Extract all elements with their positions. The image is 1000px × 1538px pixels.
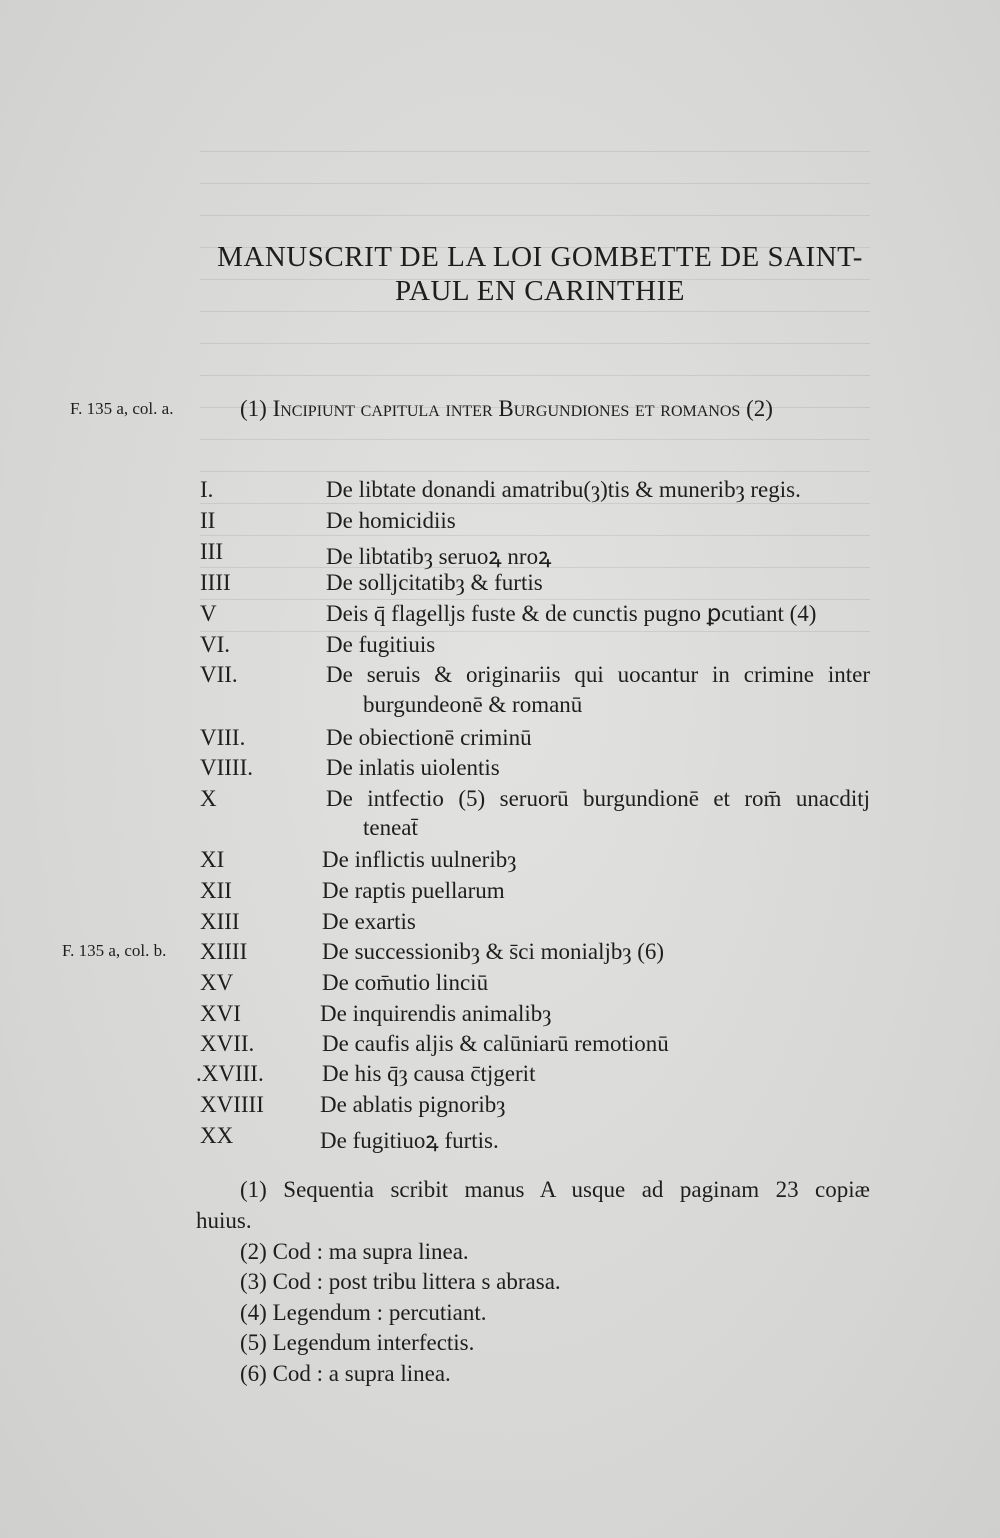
chapter-row [200,1031,870,1062]
chapter-row [200,632,870,663]
chapter-title: De obiectionē criminū [326,725,532,750]
footnote-1: (1) Sequentia scribit manus A usque ad paginam 23 copiæ [240,1177,870,1202]
chapter-title: De inlatis uiolentis [326,755,500,780]
chapter-title: De exartis [322,909,416,934]
chapter-title: De caufis aljis & calūniarū remotionū [322,1031,669,1056]
chapter-title: De fugitiuoꝝ furtis. [320,1128,499,1153]
chapter-number: II [200,508,216,533]
heading-note-ref-2: (2) [746,396,773,421]
title-line-2: PAUL EN CARINTHIE [395,275,685,307]
page-title [190,240,890,308]
chapter-row [200,570,870,601]
chapter-row [200,601,870,632]
chapter-row [200,662,870,693]
footnote-3: (3) Cod : post tribu littera s abrasa. [240,1269,561,1294]
chapter-number: III [200,539,223,564]
chapter-number: VII. [200,662,238,687]
chapter-title-continuation: teneat̄ [363,815,418,840]
chapter-number: VIIII. [200,755,253,780]
footnote-4: (4) Legendum : percutiant. [240,1300,487,1325]
chapter-row [200,1001,870,1032]
chapter-row [200,508,870,539]
chapter-title: De inflictis uulneribȝ [322,847,517,872]
chapter-title: De intfectio (5) seruorū burgundionē et rom̄ unacditj [326,786,870,811]
chapter-row [200,725,870,756]
footnote-2: (2) Cod : ma supra linea. [240,1239,469,1264]
chapter-row-continuation [200,692,870,723]
chapter-title: De homicidiis [326,508,456,533]
chapter-row-continuation [200,815,870,846]
chapter-title: De com̄utio linciū [322,970,489,995]
chapter-title: De fugitiuis [326,632,436,657]
chapter-number: XX [200,1123,234,1148]
chapter-title: De libtate donandi amatribu(ȝ)tis & muneribȝ regis. [326,477,801,502]
chapter-number: VI. [200,632,231,657]
chapter-title-continuation: burgundeonē & romanū [363,692,583,717]
chapter-title: De seruis & originariis qui uocantur in crimine inter [326,662,870,687]
chapter-number: XII [200,878,232,903]
chapter-title: De solljcitatibȝ & furtis [326,570,543,595]
chapter-row [200,1092,870,1123]
chapter-number: XIIII [200,939,248,964]
chapter-row [200,755,870,786]
chapter-title: De his q̄ȝ causa c̄tjgerit [322,1061,536,1086]
chapter-row [200,786,870,817]
chapter-number: V [200,601,217,626]
footnote-1-continuation: huius. [196,1208,252,1233]
chapter-row [200,847,870,878]
chapter-number: I. [200,477,214,502]
chapter-number: VIII. [200,725,246,750]
margin-note-col-a: F. 135 a, col. a. [70,399,174,418]
margin-note-col-b: F. 135 a, col. b. [62,941,167,960]
footnote-6: (6) Cod : a supra linea. [240,1361,451,1386]
heading-note-ref: (1) [240,396,267,421]
chapter-row [200,539,870,570]
chapter-number: XI [200,847,225,872]
heading-text: Incipiunt capitula inter Burgundiones et romanos [272,396,741,421]
chapter-number: XV [200,970,234,995]
chapter-row [200,970,870,1001]
chapter-title: De raptis puellarum [322,878,505,903]
title-line-1: MANUSCRIT DE LA LOI GOMBETTE DE SAINT- [217,241,863,273]
chapter-number: IIII [200,570,231,595]
chapter-title: De libtatibȝ seruoꝝ nroꝝ [326,544,552,569]
chapter-number: X [200,786,217,811]
chapter-title: Deis q̄ flagelljs fuste & de cunctis pugno ꝑcutiant (4) [326,601,817,626]
incipit-heading [240,396,773,422]
chapter-row [200,939,870,970]
chapter-title: De ablatis pignoribȝ [320,1092,506,1117]
chapter-number: XVIIII [200,1092,264,1117]
footnote-5: (5) Legendum interfectis. [240,1330,475,1355]
chapter-number: XIII [200,909,240,934]
chapter-title: De successionibȝ & s̄ci monialjbȝ (6) [322,939,665,964]
chapter-row [200,878,870,909]
chapter-row [196,1061,870,1092]
chapter-number: .XVIII. [196,1061,264,1086]
chapter-number: XVI [200,1001,241,1026]
chapter-row [200,909,870,940]
chapter-number: XVII. [200,1031,255,1056]
chapter-row [200,477,870,508]
chapter-row [200,1123,870,1154]
chapter-title: De inquirendis animalibȝ [320,1001,552,1026]
